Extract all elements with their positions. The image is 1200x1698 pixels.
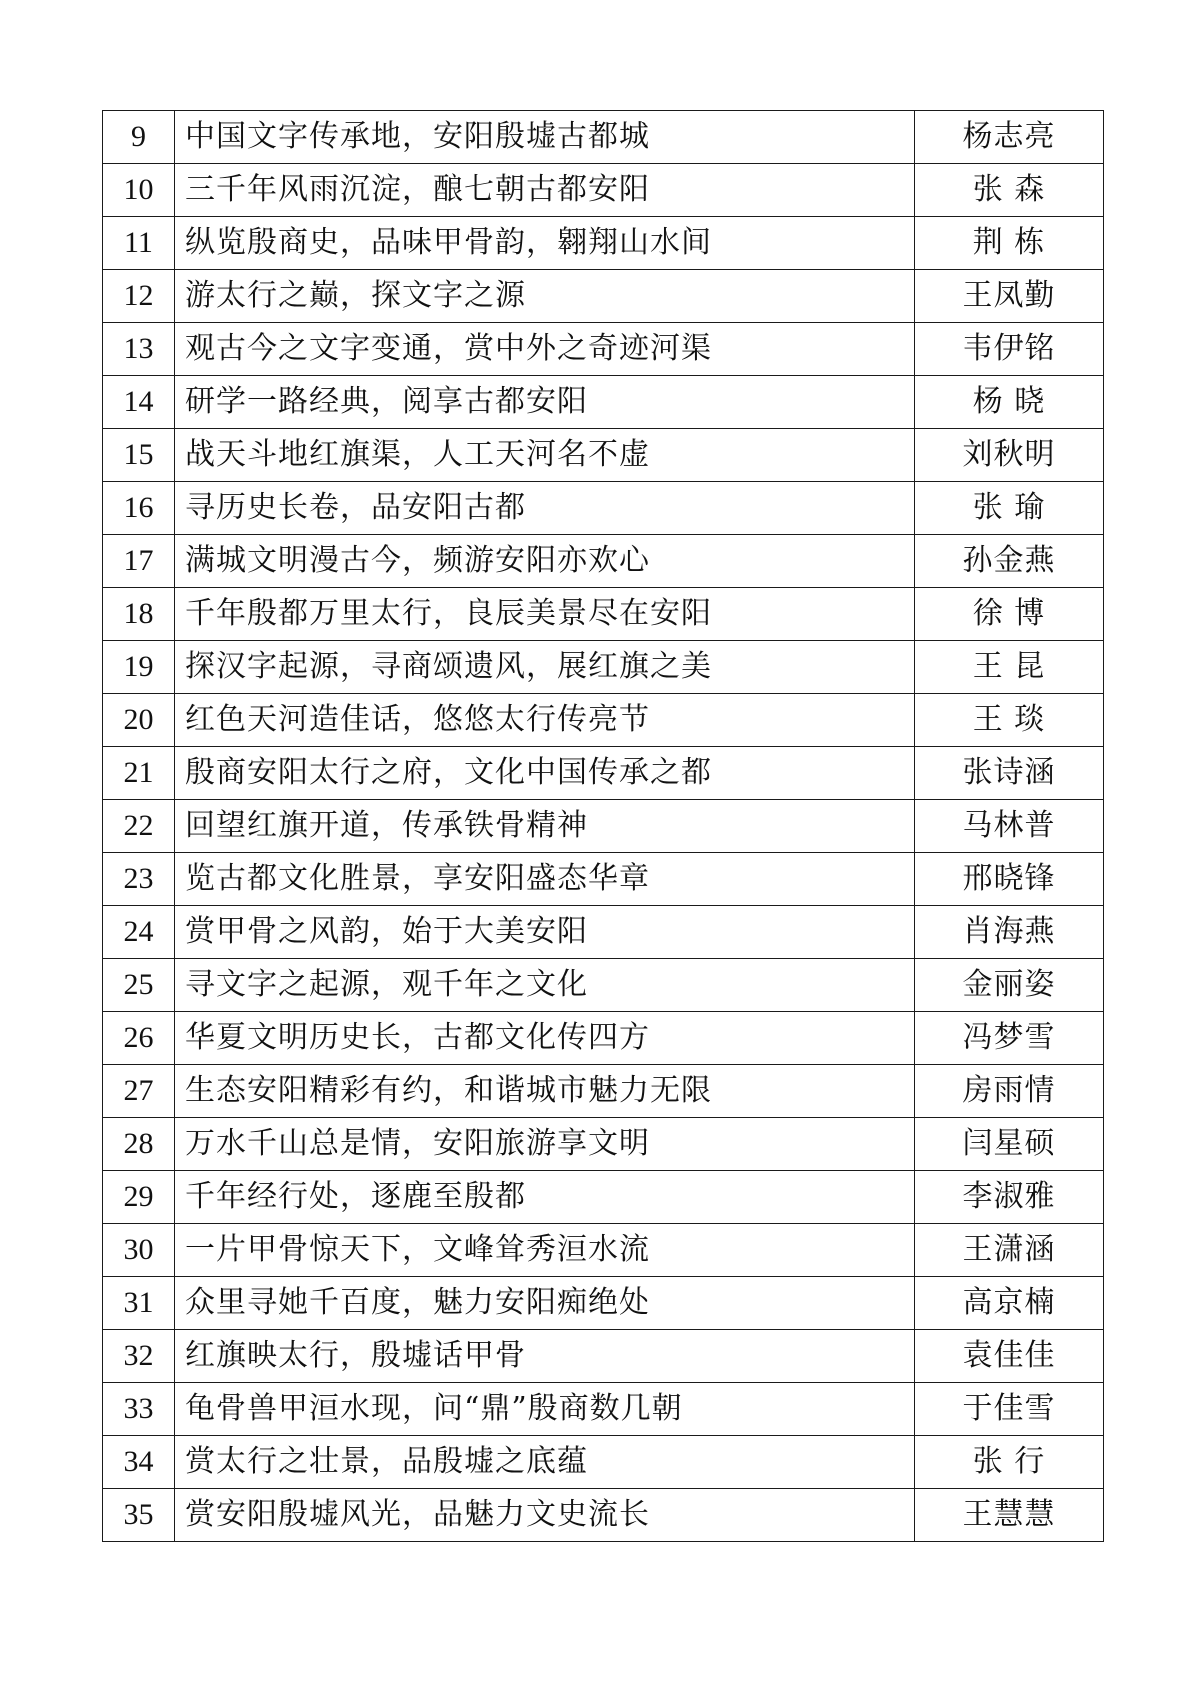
row-number-cell: 35 bbox=[103, 1489, 175, 1542]
row-number-cell: 10 bbox=[103, 164, 175, 217]
table-row bbox=[103, 1118, 1104, 1171]
author-name-cell: 孙金燕 bbox=[915, 535, 1104, 588]
table-row bbox=[103, 694, 1104, 747]
row-number-cell: 15 bbox=[103, 429, 175, 482]
table-row bbox=[103, 1436, 1104, 1489]
slogan-title-cell: 生态安阳精彩有约，和谐城市魅力无限 bbox=[175, 1065, 915, 1118]
author-name-cell: 刘秋明 bbox=[915, 429, 1104, 482]
table-row bbox=[103, 1330, 1104, 1383]
slogan-title-cell: 中国文字传承地，安阳殷墟古都城 bbox=[175, 111, 915, 164]
entries-table-body bbox=[103, 111, 1104, 1542]
row-number-cell: 11 bbox=[103, 217, 175, 270]
author-name-cell: 金丽姿 bbox=[915, 959, 1104, 1012]
author-name-cell: 王 琰 bbox=[915, 694, 1104, 747]
table-row bbox=[103, 164, 1104, 217]
slogan-title-cell: 赏安阳殷墟风光，品魅力文史流长 bbox=[175, 1489, 915, 1542]
author-name-cell: 张诗涵 bbox=[915, 747, 1104, 800]
row-number-cell: 32 bbox=[103, 1330, 175, 1383]
row-number-cell: 28 bbox=[103, 1118, 175, 1171]
table-row bbox=[103, 853, 1104, 906]
table-row bbox=[103, 323, 1104, 376]
table-row bbox=[103, 1171, 1104, 1224]
row-number-cell: 30 bbox=[103, 1224, 175, 1277]
table-row bbox=[103, 1065, 1104, 1118]
author-name-cell: 于佳雪 bbox=[915, 1383, 1104, 1436]
table-row bbox=[103, 747, 1104, 800]
slogan-title-cell: 览古都文化胜景，享安阳盛态华章 bbox=[175, 853, 915, 906]
row-number-cell: 14 bbox=[103, 376, 175, 429]
slogan-title-cell: 回望红旗开道，传承铁骨精神 bbox=[175, 800, 915, 853]
author-name-cell: 闫星硕 bbox=[915, 1118, 1104, 1171]
author-name-cell: 高京楠 bbox=[915, 1277, 1104, 1330]
author-name-cell: 王潇涵 bbox=[915, 1224, 1104, 1277]
author-name-cell: 王 昆 bbox=[915, 641, 1104, 694]
slogan-title-cell: 探汉字起源，寻商颂遗风，展红旗之美 bbox=[175, 641, 915, 694]
slogan-title-cell: 研学一路经典，阅享古都安阳 bbox=[175, 376, 915, 429]
author-name-cell: 韦伊铭 bbox=[915, 323, 1104, 376]
row-number-cell: 25 bbox=[103, 959, 175, 1012]
row-number-cell: 27 bbox=[103, 1065, 175, 1118]
slogan-title-cell: 赏太行之壮景，品殷墟之底蕴 bbox=[175, 1436, 915, 1489]
table-row bbox=[103, 906, 1104, 959]
row-number-cell: 18 bbox=[103, 588, 175, 641]
slogan-title-cell: 千年经行处，逐鹿至殷都 bbox=[175, 1171, 915, 1224]
slogan-title-cell: 华夏文明历史长，古都文化传四方 bbox=[175, 1012, 915, 1065]
slogan-title-cell: 赏甲骨之风韵，始于大美安阳 bbox=[175, 906, 915, 959]
entries-table bbox=[102, 110, 1104, 1542]
slogan-title-cell: 红旗映太行，殷墟话甲骨 bbox=[175, 1330, 915, 1383]
table-row bbox=[103, 641, 1104, 694]
row-number-cell: 29 bbox=[103, 1171, 175, 1224]
slogan-title-cell: 龟骨兽甲洹水现，问“鼎”殷商数几朝 bbox=[175, 1383, 915, 1436]
table-row bbox=[103, 959, 1104, 1012]
table-row bbox=[103, 800, 1104, 853]
row-number-cell: 21 bbox=[103, 747, 175, 800]
author-name-cell: 杨志亮 bbox=[915, 111, 1104, 164]
table-row bbox=[103, 270, 1104, 323]
table-row bbox=[103, 1277, 1104, 1330]
table-row bbox=[103, 588, 1104, 641]
table-row bbox=[103, 1012, 1104, 1065]
table-row bbox=[103, 376, 1104, 429]
row-number-cell: 16 bbox=[103, 482, 175, 535]
row-number-cell: 34 bbox=[103, 1436, 175, 1489]
row-number-cell: 24 bbox=[103, 906, 175, 959]
table-row bbox=[103, 1489, 1104, 1542]
slogan-title-cell: 千年殷都万里太行，良辰美景尽在安阳 bbox=[175, 588, 915, 641]
author-name-cell: 张 瑜 bbox=[915, 482, 1104, 535]
table-row bbox=[103, 429, 1104, 482]
table-row bbox=[103, 1383, 1104, 1436]
slogan-title-cell: 战天斗地红旗渠，人工天河名不虚 bbox=[175, 429, 915, 482]
row-number-cell: 20 bbox=[103, 694, 175, 747]
slogan-title-cell: 观古今之文字变通，赏中外之奇迹河渠 bbox=[175, 323, 915, 376]
author-name-cell: 冯梦雪 bbox=[915, 1012, 1104, 1065]
row-number-cell: 17 bbox=[103, 535, 175, 588]
author-name-cell: 李淑雅 bbox=[915, 1171, 1104, 1224]
slogan-title-cell: 游太行之巅，探文字之源 bbox=[175, 270, 915, 323]
row-number-cell: 33 bbox=[103, 1383, 175, 1436]
slogan-title-cell: 万水千山总是情，安阳旅游享文明 bbox=[175, 1118, 915, 1171]
author-name-cell: 房雨情 bbox=[915, 1065, 1104, 1118]
row-number-cell: 19 bbox=[103, 641, 175, 694]
slogan-title-cell: 一片甲骨惊天下，文峰耸秀洹水流 bbox=[175, 1224, 915, 1277]
author-name-cell: 邢晓锋 bbox=[915, 853, 1104, 906]
author-name-cell: 张 行 bbox=[915, 1436, 1104, 1489]
slogan-title-cell: 红色天河造佳话，悠悠太行传亮节 bbox=[175, 694, 915, 747]
slogan-title-cell: 纵览殷商史，品味甲骨韵，翱翔山水间 bbox=[175, 217, 915, 270]
row-number-cell: 22 bbox=[103, 800, 175, 853]
author-name-cell: 肖海燕 bbox=[915, 906, 1104, 959]
table-row bbox=[103, 111, 1104, 164]
author-name-cell: 荆 栋 bbox=[915, 217, 1104, 270]
slogan-title-cell: 殷商安阳太行之府，文化中国传承之都 bbox=[175, 747, 915, 800]
author-name-cell: 杨 晓 bbox=[915, 376, 1104, 429]
slogan-title-cell: 寻历史长卷，品安阳古都 bbox=[175, 482, 915, 535]
author-name-cell: 王凤勤 bbox=[915, 270, 1104, 323]
row-number-cell: 26 bbox=[103, 1012, 175, 1065]
author-name-cell: 徐 博 bbox=[915, 588, 1104, 641]
table-row bbox=[103, 217, 1104, 270]
row-number-cell: 31 bbox=[103, 1277, 175, 1330]
slogan-title-cell: 三千年风雨沉淀，酿七朝古都安阳 bbox=[175, 164, 915, 217]
author-name-cell: 袁佳佳 bbox=[915, 1330, 1104, 1383]
row-number-cell: 23 bbox=[103, 853, 175, 906]
row-number-cell: 12 bbox=[103, 270, 175, 323]
table-row bbox=[103, 535, 1104, 588]
author-name-cell: 王慧慧 bbox=[915, 1489, 1104, 1542]
row-number-cell: 9 bbox=[103, 111, 175, 164]
table-row bbox=[103, 482, 1104, 535]
author-name-cell: 张 森 bbox=[915, 164, 1104, 217]
slogan-title-cell: 寻文字之起源，观千年之文化 bbox=[175, 959, 915, 1012]
slogan-title-cell: 众里寻她千百度，魅力安阳痴绝处 bbox=[175, 1277, 915, 1330]
row-number-cell: 13 bbox=[103, 323, 175, 376]
author-name-cell: 马林普 bbox=[915, 800, 1104, 853]
slogan-title-cell: 满城文明漫古今，频游安阳亦欢心 bbox=[175, 535, 915, 588]
table-row bbox=[103, 1224, 1104, 1277]
